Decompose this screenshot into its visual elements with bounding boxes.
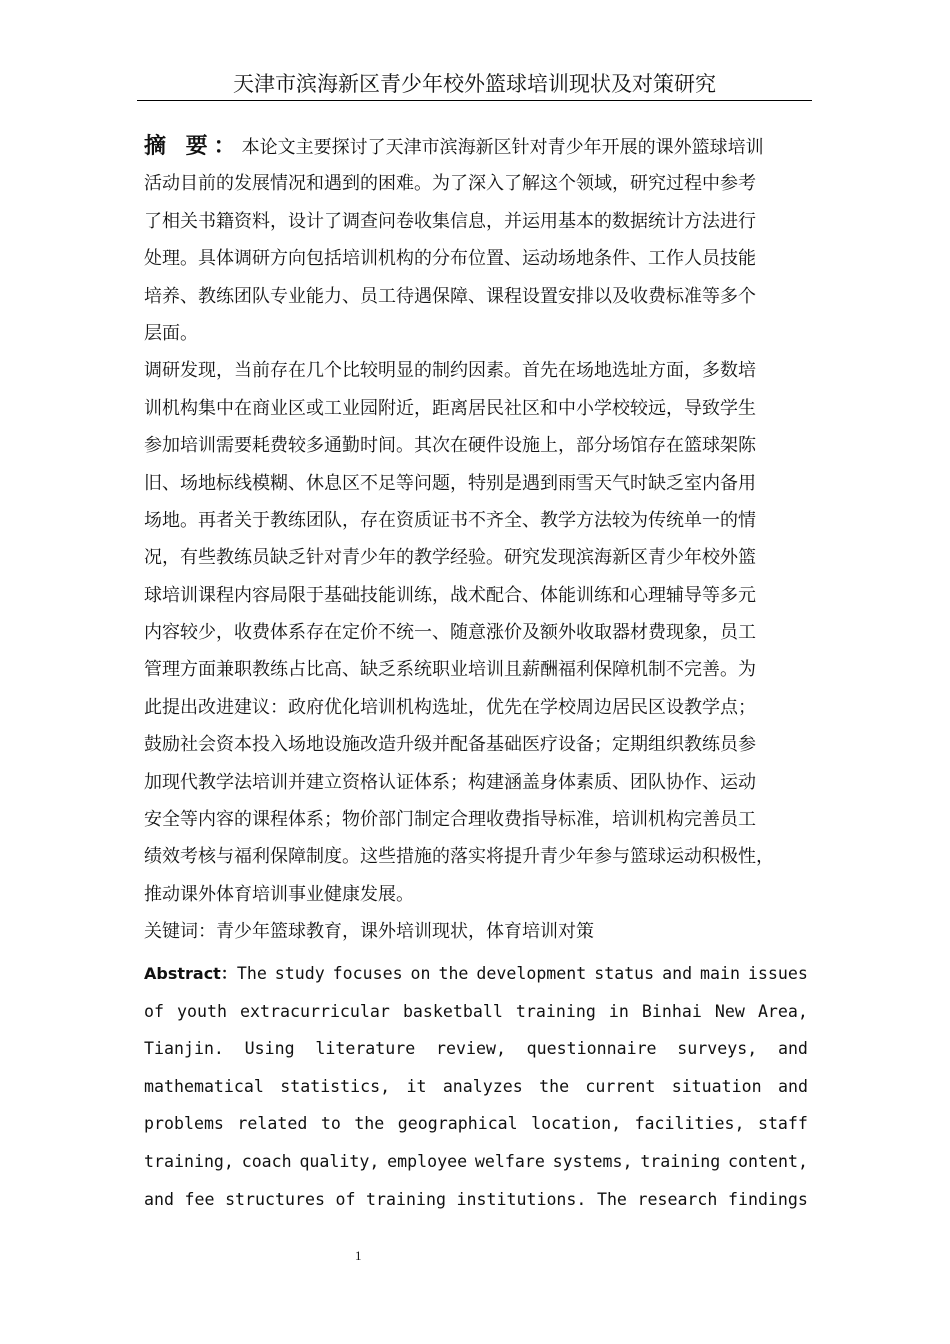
word: of xyxy=(335,1189,356,1209)
word: to xyxy=(320,1114,341,1134)
abstract-en-line-0 xyxy=(144,955,808,993)
word: staff xyxy=(757,1114,808,1134)
word: training, xyxy=(144,1151,234,1171)
word: main xyxy=(700,964,740,983)
abstract-line: 训机构集中在商业区或工业园附近，距离居民社区和中小学校较远，导致学生 xyxy=(144,397,756,419)
word: analyzes xyxy=(442,1076,523,1096)
abstract-chinese xyxy=(144,128,812,951)
word: mathematical xyxy=(144,1076,264,1096)
word: research xyxy=(637,1189,718,1209)
abstract-en-line-2 xyxy=(144,1030,808,1068)
abstract-en-line-6 xyxy=(144,1181,808,1219)
abstract-line: 管理方面兼职教练占比高、缺乏系统职业培训且薪酬福利保障机制不完善。为 xyxy=(144,659,756,681)
word: the xyxy=(539,1076,570,1096)
word: geographical xyxy=(397,1114,518,1134)
abstract-heading: 摘 要： xyxy=(144,133,242,159)
word: institutions. xyxy=(456,1189,587,1209)
abstract-english xyxy=(144,955,808,1218)
word: training xyxy=(366,1189,446,1209)
word: training xyxy=(515,1001,596,1021)
abstract-en-line-1 xyxy=(144,993,808,1031)
word: the xyxy=(438,964,469,983)
word: The xyxy=(236,964,267,983)
word: the xyxy=(354,1114,385,1134)
word: content, xyxy=(728,1151,808,1171)
word: The xyxy=(596,1189,627,1209)
abstract-line: 推动课外体育培训事业健康发展。 xyxy=(144,883,414,905)
word: and xyxy=(144,1189,174,1209)
word: Using xyxy=(244,1039,295,1059)
abstract-line: 加现代教学法培训并建立资格认证体系；构建涵盖身体素质、团队协作、运动 xyxy=(144,771,756,793)
word: review, xyxy=(436,1039,506,1059)
abstract-line: 活动目前的发展情况和遇到的困难。为了深入了解这个领域，研究过程中参考 xyxy=(144,173,756,195)
word: New xyxy=(714,1001,745,1021)
abstract-line: 处理。具体调研方向包括培训机构的分布位置、运动场地条件、工作人员技能 xyxy=(144,248,756,270)
word: systems, xyxy=(552,1151,633,1171)
abstract-line: 绩效考核与福利保障制度。这些措施的落实将提升青少年参与篮球运动积极性， xyxy=(144,846,774,868)
word: extracurricular xyxy=(240,1001,390,1021)
word: and xyxy=(777,1076,808,1096)
word: questionnaire xyxy=(526,1039,657,1059)
abstract-line: 场地。再者关于教练团队，存在资质证书不齐全、教学方法较为传统单一的情 xyxy=(144,509,756,531)
keywords-line: 关键词：青少年篮球教育，课外培训现状，体育培训对策 xyxy=(144,921,594,943)
word: current xyxy=(585,1076,656,1096)
word: coach xyxy=(241,1151,292,1171)
word: findings xyxy=(727,1189,808,1209)
word: basketball xyxy=(402,1001,503,1021)
page-number: 1 xyxy=(355,1248,362,1263)
word: it xyxy=(406,1076,427,1096)
abstract-line: 内容较少，收费体系存在定价不统一、随意涨价及额外收取器材费现象，员工 xyxy=(144,622,756,644)
word: related xyxy=(237,1114,308,1134)
abstract-line: 球培训课程内容局限于基础技能训练，战术配合、体能训练和心理辅导等多元 xyxy=(144,584,756,606)
word: in xyxy=(608,1001,629,1021)
word: Binhai xyxy=(641,1001,702,1021)
word: statistics, xyxy=(280,1076,391,1096)
word: and xyxy=(777,1039,808,1059)
word: status xyxy=(594,964,655,983)
running-header: 天津市滨海新区青少年校外篮球培训现状及对策研究 xyxy=(137,70,812,101)
word: welfare xyxy=(474,1151,545,1171)
word: training xyxy=(640,1151,721,1171)
word: facilities, xyxy=(634,1114,745,1134)
word: quality, xyxy=(299,1151,380,1171)
word: and xyxy=(662,964,693,983)
word: Area, xyxy=(757,1001,808,1021)
abstract-line: 了相关书籍资料，设计了调查问卷收集信息，并运用基本的数据统计方法进行 xyxy=(144,210,756,232)
abstract-en-line-3 xyxy=(144,1068,808,1106)
abstract-first-line xyxy=(144,128,812,165)
abstract-line: 鼓励社会资本投入场地设施改造升级并配备基础医疗设备；定期组织教练员参 xyxy=(144,734,756,756)
abstract-line: 况，有些教练员缺乏针对青少年的教学经验。研究发现滨海新区青少年校外篮 xyxy=(144,547,756,569)
word: location, xyxy=(531,1114,622,1134)
abstract-en-line-5 xyxy=(144,1143,808,1181)
word: structures xyxy=(225,1189,325,1209)
word: issues xyxy=(747,964,808,983)
word: fee xyxy=(184,1189,215,1209)
word: development xyxy=(476,964,587,983)
abstract-line: 调研发现，当前存在几个比较明显的制约因素。首先在场地选址方面，多数培 xyxy=(144,360,756,382)
abstract-en-heading xyxy=(144,955,267,993)
abstract-line: 此提出改进建议：政府优化培训机构选址，优先在学校周边居民区设教学点； xyxy=(144,696,756,718)
abstract-en-line-4 xyxy=(144,1105,808,1143)
word: situation xyxy=(671,1076,762,1096)
word: employee xyxy=(387,1151,468,1171)
word: Tianjin. xyxy=(144,1039,224,1059)
abstract-line: 层面。 xyxy=(144,322,198,344)
abstract-en-heading-text: Abstract： xyxy=(144,964,237,983)
abstract-line: 参加培训需要耗费较多通勤时间。其次在硬件设施上，部分场馆存在篮球架陈 xyxy=(144,435,756,457)
word: surveys, xyxy=(677,1039,758,1059)
word: on xyxy=(410,964,431,983)
abstract-line: 安全等内容的课程体系；物价部门制定合理收费指导标准，培训机构完善员工 xyxy=(144,809,756,831)
word: study xyxy=(274,964,325,983)
abstract-line: 本论文主要探讨了天津市滨海新区针对青少年开展的课外篮球培训 xyxy=(241,137,764,158)
word: problems xyxy=(144,1114,224,1134)
word: youth xyxy=(177,1001,227,1021)
word: focuses xyxy=(332,964,403,983)
abstract-line: 旧、场地标线模糊、休息区不足等问题，特别是遇到雨雪天气时缺乏室内备用 xyxy=(144,472,756,494)
word: of xyxy=(144,1001,164,1021)
word: literature xyxy=(315,1039,416,1059)
abstract-line: 培养、教练团队专业能力、员工待遇保障、课程设置安排以及收费标准等多个 xyxy=(144,285,756,307)
